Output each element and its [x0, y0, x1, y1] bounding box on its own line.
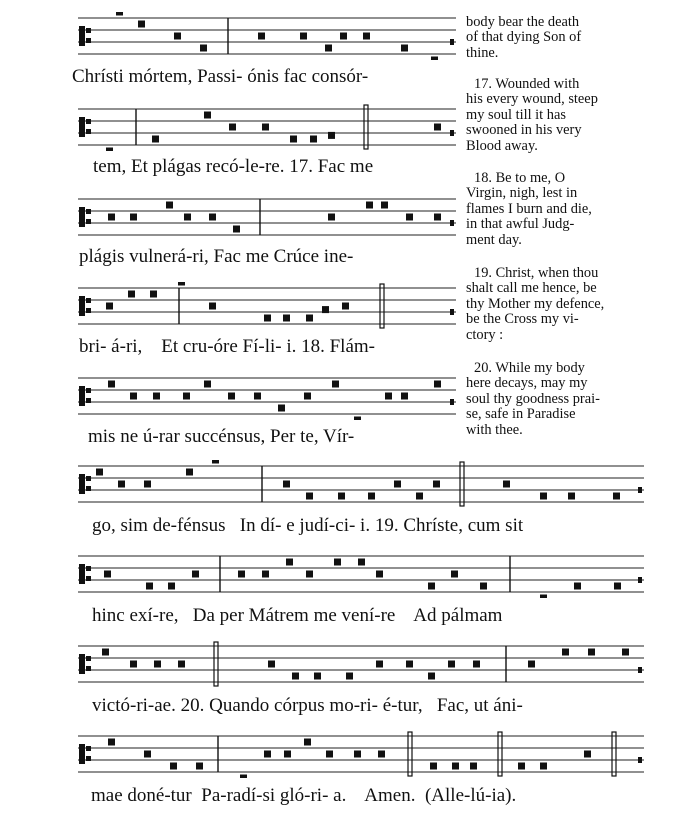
- neume-note: [154, 661, 161, 668]
- translation-stanza-16-end: [466, 15, 644, 61]
- c-clef-icon: [79, 386, 91, 406]
- neume-note: [340, 33, 347, 40]
- translation-stanza-20: [466, 361, 644, 438]
- neume-note: [306, 571, 313, 578]
- neume-note: [262, 571, 269, 578]
- translation-line: soul thy goodness prai-: [466, 390, 600, 407]
- neume-note: [358, 559, 365, 566]
- custos-mark: [638, 757, 642, 763]
- neume-note: [614, 583, 621, 590]
- neume-note: [196, 763, 203, 770]
- double-bar: [214, 642, 218, 686]
- neume-note: [401, 393, 408, 400]
- double-bar: [408, 732, 412, 776]
- neume-note: [209, 214, 216, 221]
- neume-note: [376, 571, 383, 578]
- translation-line: 17. Wounded with: [474, 76, 580, 92]
- neume-note: [262, 124, 269, 131]
- double-bar: [498, 732, 502, 776]
- neume-note: [314, 673, 321, 680]
- neume-note: [328, 214, 335, 221]
- neume-note: [574, 583, 581, 590]
- translation-stanza-19: [466, 266, 644, 343]
- translation-line: his every wound, steep: [466, 91, 598, 108]
- neume-note: [434, 381, 441, 388]
- lyric-line-3: plágis vulnerá-ri, Fac me Crúce ine-: [79, 246, 354, 267]
- neume-note: [540, 595, 547, 599]
- neume-note: [613, 493, 620, 500]
- neume-note: [540, 763, 547, 770]
- neume-note: [376, 661, 383, 668]
- c-clef-icon: [79, 296, 91, 316]
- c-clef-icon: [79, 117, 91, 137]
- chant-staff-8: [78, 640, 644, 688]
- neume-note: [448, 661, 455, 668]
- lyric-line-4: bri- á-ri, Et cru-óre Fí-li- i. 18. Flám-: [79, 336, 376, 357]
- translation-line: flames I burn and die,: [466, 200, 592, 217]
- custos-mark: [450, 130, 454, 136]
- neume-note: [306, 493, 313, 500]
- neume-note: [310, 136, 317, 143]
- neume-note: [128, 291, 135, 298]
- neume-note: [473, 661, 480, 668]
- neume-note: [518, 763, 525, 770]
- neume-note: [229, 124, 236, 131]
- neume-note: [394, 481, 401, 488]
- neume-note: [233, 226, 240, 233]
- translation-line: of that dying Son of: [466, 29, 582, 46]
- neume-note: [209, 303, 216, 310]
- translation-line: body bear the death: [466, 14, 580, 30]
- neume-note: [378, 751, 385, 758]
- translation-line: shalt call me hence, be: [466, 280, 597, 297]
- neume-note: [354, 417, 361, 421]
- neume-note: [304, 393, 311, 400]
- translation-stanza-17: [466, 77, 644, 154]
- c-clef-icon: [79, 474, 91, 494]
- neume-note: [292, 673, 299, 680]
- neume-note: [178, 282, 185, 286]
- neume-note: [306, 315, 313, 322]
- translation-line: Blood away.: [466, 137, 538, 154]
- lyric-line-7: hinc exí-re, Da per Mátrem me vení-re Ad pálmam: [92, 605, 503, 626]
- neume-note: [238, 571, 245, 578]
- neume-note: [258, 33, 265, 40]
- lyric-line-9: mae doné-tur Pa-radí-si gló-ri- a. Amen. (Alle-lú-ia).: [91, 785, 517, 806]
- neume-note: [283, 481, 290, 488]
- neume-note: [568, 493, 575, 500]
- neume-note: [286, 559, 293, 566]
- neume-note: [106, 148, 113, 152]
- neume-note: [130, 214, 137, 221]
- double-bar: [364, 105, 368, 149]
- translation-line: thy Mother my defence,: [466, 295, 605, 312]
- neume-note: [130, 661, 137, 668]
- translation-line: 19. Christ, when thou: [474, 265, 599, 281]
- translation-line: ment day.: [466, 231, 522, 248]
- chant-staff-4: [78, 282, 456, 330]
- neume-note: [431, 57, 438, 61]
- neume-note: [326, 751, 333, 758]
- neume-note: [212, 460, 219, 464]
- neume-note: [146, 583, 153, 590]
- neume-note: [178, 661, 185, 668]
- neume-note: [354, 751, 361, 758]
- translation-line: 20. While my body: [474, 360, 585, 376]
- neume-note: [186, 469, 193, 476]
- neume-note: [166, 202, 173, 209]
- neume-note: [584, 751, 591, 758]
- neume-note: [328, 132, 335, 139]
- custos-mark: [638, 487, 642, 493]
- neume-note: [434, 214, 441, 221]
- custos-mark: [450, 399, 454, 405]
- translation-line: in that awful Judg-: [466, 216, 575, 233]
- lyric-line-5: mis ne ú-rar succénsus, Per te, Vír-: [88, 426, 355, 447]
- neume-note: [332, 381, 339, 388]
- neume-note: [254, 393, 261, 400]
- neume-note: [342, 303, 349, 310]
- neume-note: [401, 45, 408, 52]
- lyric-line-2: tem, Et plágas recó-le-re. 17. Fac me: [93, 156, 374, 177]
- translation-line: my soul till it has: [466, 106, 566, 123]
- translation-line: be the Cross my vi-: [466, 311, 579, 328]
- neume-note: [346, 673, 353, 680]
- custos-mark: [638, 667, 642, 673]
- neume-note: [153, 393, 160, 400]
- neume-note: [528, 661, 535, 668]
- custos-mark: [450, 220, 454, 226]
- neume-note: [338, 493, 345, 500]
- neume-note: [204, 112, 211, 119]
- chant-staff-7: [78, 550, 644, 598]
- translation-line: se, safe in Paradise: [466, 406, 576, 423]
- neume-note: [503, 481, 510, 488]
- neume-note: [430, 763, 437, 770]
- custos-mark: [450, 39, 454, 45]
- neume-note: [451, 571, 458, 578]
- neume-note: [108, 739, 115, 746]
- neume-note: [183, 393, 190, 400]
- neume-note: [304, 739, 311, 746]
- neume-note: [174, 33, 181, 40]
- neume-note: [118, 481, 125, 488]
- c-clef-icon: [79, 207, 91, 227]
- translation-line: ctory :: [466, 326, 504, 343]
- neume-note: [433, 481, 440, 488]
- neume-note: [300, 33, 307, 40]
- chant-staff-9: [78, 730, 644, 778]
- neume-note: [480, 583, 487, 590]
- translation-line: thine.: [466, 44, 499, 61]
- lyric-line-6: go, sim de-fénsus In dí- e judí-ci- i. 19. Chríste, cum sit: [92, 515, 524, 536]
- neume-note: [264, 315, 271, 322]
- neume-note: [322, 306, 329, 313]
- neume-note: [588, 649, 595, 656]
- chant-staff-2: [78, 103, 456, 151]
- neume-note: [108, 214, 115, 221]
- neume-note: [381, 202, 388, 209]
- neume-note: [428, 673, 435, 680]
- chant-staff-6: [78, 460, 644, 508]
- translation-line: swooned in his very: [466, 122, 582, 139]
- chant-staff-5: [78, 372, 456, 420]
- neume-note: [240, 775, 247, 779]
- double-bar: [460, 462, 464, 506]
- lyric-line-1: Chrísti mórtem, Passi- ónis fac consór-: [72, 66, 369, 87]
- neume-note: [406, 214, 413, 221]
- neume-note: [290, 136, 297, 143]
- neume-note: [428, 583, 435, 590]
- translation-line: with thee.: [466, 421, 523, 438]
- c-clef-icon: [79, 654, 91, 674]
- neume-note: [168, 583, 175, 590]
- c-clef-icon: [79, 564, 91, 584]
- neume-note: [366, 202, 373, 209]
- neume-note: [96, 469, 103, 476]
- neume-note: [170, 763, 177, 770]
- chant-staff-1: [78, 12, 456, 60]
- neume-note: [102, 649, 109, 656]
- neume-note: [228, 393, 235, 400]
- neume-note: [434, 124, 441, 131]
- neume-note: [385, 393, 392, 400]
- neume-note: [368, 493, 375, 500]
- neume-note: [108, 381, 115, 388]
- neume-note: [334, 559, 341, 566]
- translation-line: here decays, may my: [466, 375, 588, 392]
- neume-note: [184, 214, 191, 221]
- neume-note: [192, 571, 199, 578]
- double-bar: [380, 284, 384, 328]
- neume-note: [325, 45, 332, 52]
- neume-note: [150, 291, 157, 298]
- neume-note: [104, 571, 111, 578]
- c-clef-icon: [79, 744, 91, 764]
- neume-note: [540, 493, 547, 500]
- neume-note: [152, 136, 159, 143]
- neume-note: [283, 315, 290, 322]
- neume-note: [406, 661, 413, 668]
- chant-staff-3: [78, 193, 456, 241]
- neume-note: [204, 381, 211, 388]
- neume-note: [268, 661, 275, 668]
- double-bar: [612, 732, 616, 776]
- neume-note: [130, 393, 137, 400]
- lyric-line-8: victó-ri-ae. 20. Quando córpus mo-ri- é-tur, Fac, ut áni-: [92, 695, 523, 716]
- neume-note: [363, 33, 370, 40]
- neume-note: [106, 303, 113, 310]
- neume-note: [138, 21, 145, 28]
- neume-note: [562, 649, 569, 656]
- c-clef-icon: [79, 26, 91, 46]
- translation-line: 18. Be to me, O: [474, 170, 566, 186]
- neume-note: [144, 751, 151, 758]
- neume-note: [622, 649, 629, 656]
- neume-note: [452, 763, 459, 770]
- neume-note: [470, 763, 477, 770]
- neume-note: [264, 751, 271, 758]
- neume-note: [284, 751, 291, 758]
- neume-note: [278, 405, 285, 412]
- translation-line: Virgin, nigh, lest in: [466, 185, 578, 202]
- neume-note: [416, 493, 423, 500]
- custos-mark: [450, 309, 454, 315]
- custos-mark: [638, 577, 642, 583]
- neume-note: [200, 45, 207, 52]
- neume-note: [116, 12, 123, 16]
- neume-note: [144, 481, 151, 488]
- translation-stanza-18: [466, 171, 644, 248]
